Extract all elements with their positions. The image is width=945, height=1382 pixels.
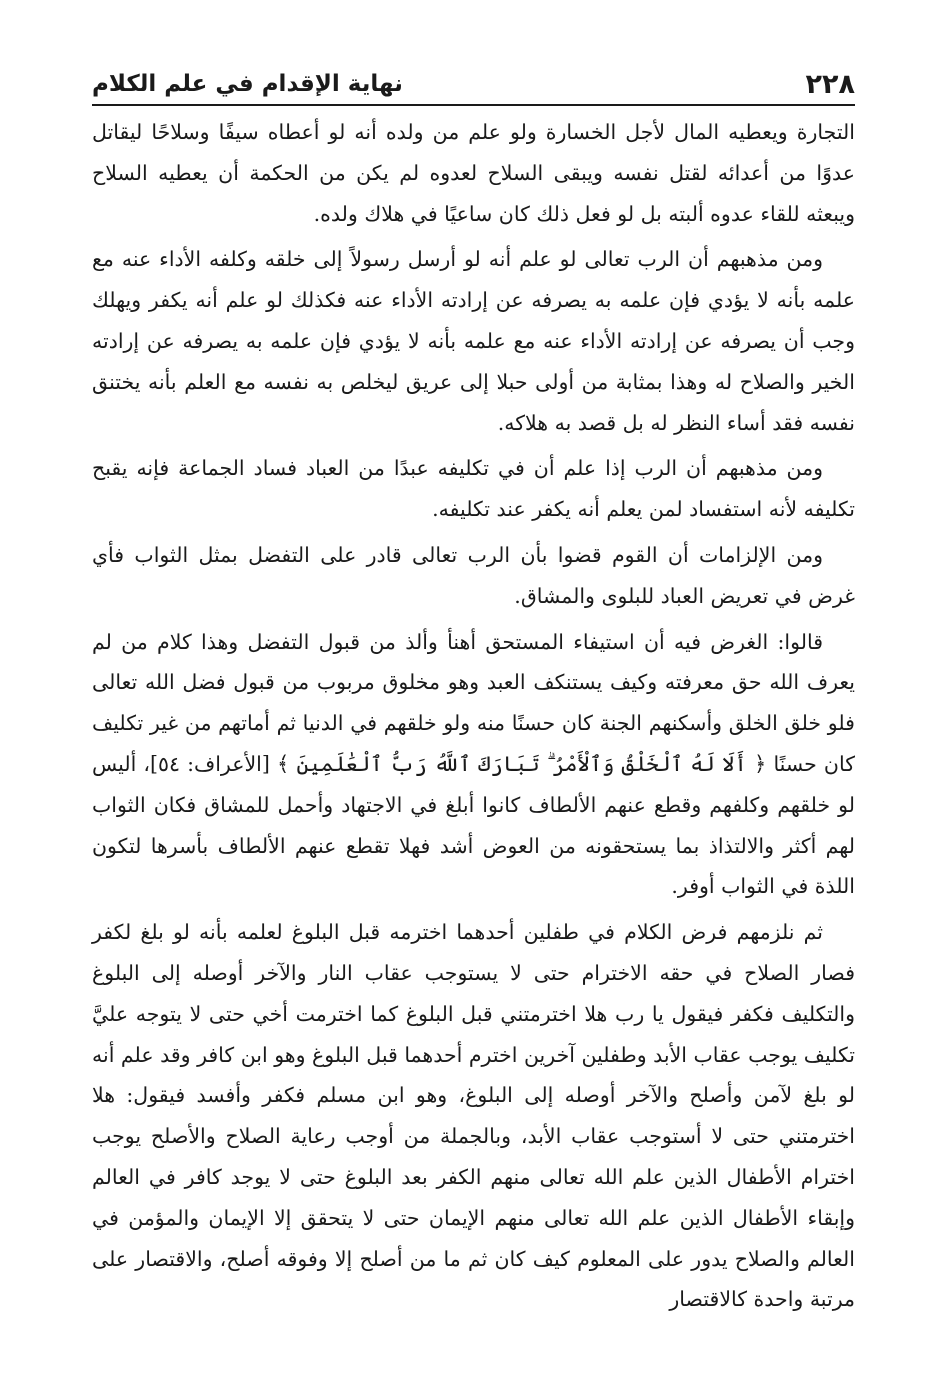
- book-title: نهاية الإقدام في علم الكلام: [92, 71, 403, 97]
- body-text: [92, 112, 855, 1320]
- quran-verse: ﴿ أَلَا لَهُ ٱلْخَلْقُ وَٱلْأَمْرُ ۗ تَبَارَكَ ٱللَّهُ رَبُّ ٱلْعَٰلَمِينَ ﴾: [276, 751, 767, 776]
- paragraph-6: ثم نلزمهم فرض الكلام في طفلين أحدهما اخترمه قبل البلوغ لعلمه بأنه لو بلغ لكفر فصار الصلاح في حقه الاخترام حتى لا يستوجب عقاب النار والآخر أوصله إلى البلوغ والتكليف فكفر فيقول يا رب هلا اخترمتني قبل البلوغ كما اخترمت أخي حتى لا يتوجه عليَّ تكليف يوجب عقاب الأبد وطفلين آخرين اخترم أحدهما قبل البلوغ وهو ابن كافر وقد علم أنه لو بلغ لآمن وأصلح والآخر أوصله إلى البلوغ، وهو ابن مسلم فكفر وأفسد فيقول: هلا اخترمتني حتى لا أستوجب عقاب الأبد، وبالجملة من أوجب رعاية الصلاح والأصلح يوجب اخترام الأطفال الذين علم الله تعالى منهم الكفر بعد البلوغ حتى لا يوجد كافر في العالم وإبقاء الأطفال الذين علم الله تعالى منهم الإيمان حتى لا يتحقق إلا الإيمان والمؤمن في العالم والصلاح يدور على المعلوم كيف كان ثم ما من أصلح إلا وفوقه أصلح، والاقتصار على مرتبة واحدة كالاقتصار: [92, 920, 855, 1312]
- paragraph-4: ومن الإلزامات أن القوم قضوا بأن الرب تعالى قادر على التفضل بمثل الثواب فأي غرض في تعريض العباد للبلوى والمشاق.: [92, 542, 855, 608]
- paragraph-5-text-after: [الأعراف: ٥٤]، أليس لو خلقهم وكلفهم وقطع عنهم الألطاف كانوا أبلغ في الاجتهاد وأحمل للمشاق فكان الثواب لهم أكثر والالتذاذ بما يستحقونه من العوض أشد فهلا تقطع عنهم الألطاف بأسرها لتكون اللذة في الثواب أوفر.: [92, 751, 855, 899]
- paragraph-2: ومن مذهبهم أن الرب تعالى لو علم أنه لو أرسل رسولاً إلى خلقه وكلفه الأداء عنه مع علمه بأنه لا يؤدي فإن علمه به يصرفه عن إرادته الأداء عنه فكذلك لو علم أنه يكفر ويهلك وجب أن يصرفه عن إرادته الأداء عنه مع علمه بأنه لا يؤدي فإن علمه به يصرفه عن إرادته الخير والصلاح له وهذا بمثابة من أولى حبلا إلى عريق ليخلص به نفسه مع العلم بأنه يختنق نفسه فقد أساء النظر له بل قصد به هلاكه.: [92, 247, 855, 435]
- running-head: [92, 58, 855, 102]
- paragraph-1: التجارة ويعطيه المال لأجل الخسارة ولو علم من ولده أنه لو أعطاه سيفًا وسلاحًا ليقاتل عدوًا من أعدائه لقتل نفسه ويبقى السلاح لعدوه لم يكن من الحكمة أن يعطيه السلاح ويبعثه للقاء عدوه ألبته بل لو فعل ذلك كان ساعيًا في هلاك ولده.: [92, 120, 855, 226]
- paragraph-5-text-before: قالوا: الغرض فيه أن استيفاء المستحق أهنأ وألذ من قبول التفضل وهذا كلام من لم يعرف الله حق معرفته وكيف يستنكف العبد وهو مخلوق مربوب من قبول فضل الله تعالى فلو خلق الخلق وأسكنهم الجنة كان حسنًا منه ولو خلقهم في الدنيا ثم أماتهم من غير تكليف كان حسنًا: [92, 629, 855, 776]
- page-number: ٢٢٨: [805, 69, 855, 100]
- paragraph-3: ومن مذهبهم أن الرب إذا علم أن في تكليفه عبدًا من العباد فساد الجماعة فإنه يقبح تكليفه لأنه استفساد لمن يعلم أنه يكفر عند تكليفه.: [92, 456, 855, 522]
- header-divider: [92, 104, 855, 106]
- paragraph-5: [92, 622, 855, 908]
